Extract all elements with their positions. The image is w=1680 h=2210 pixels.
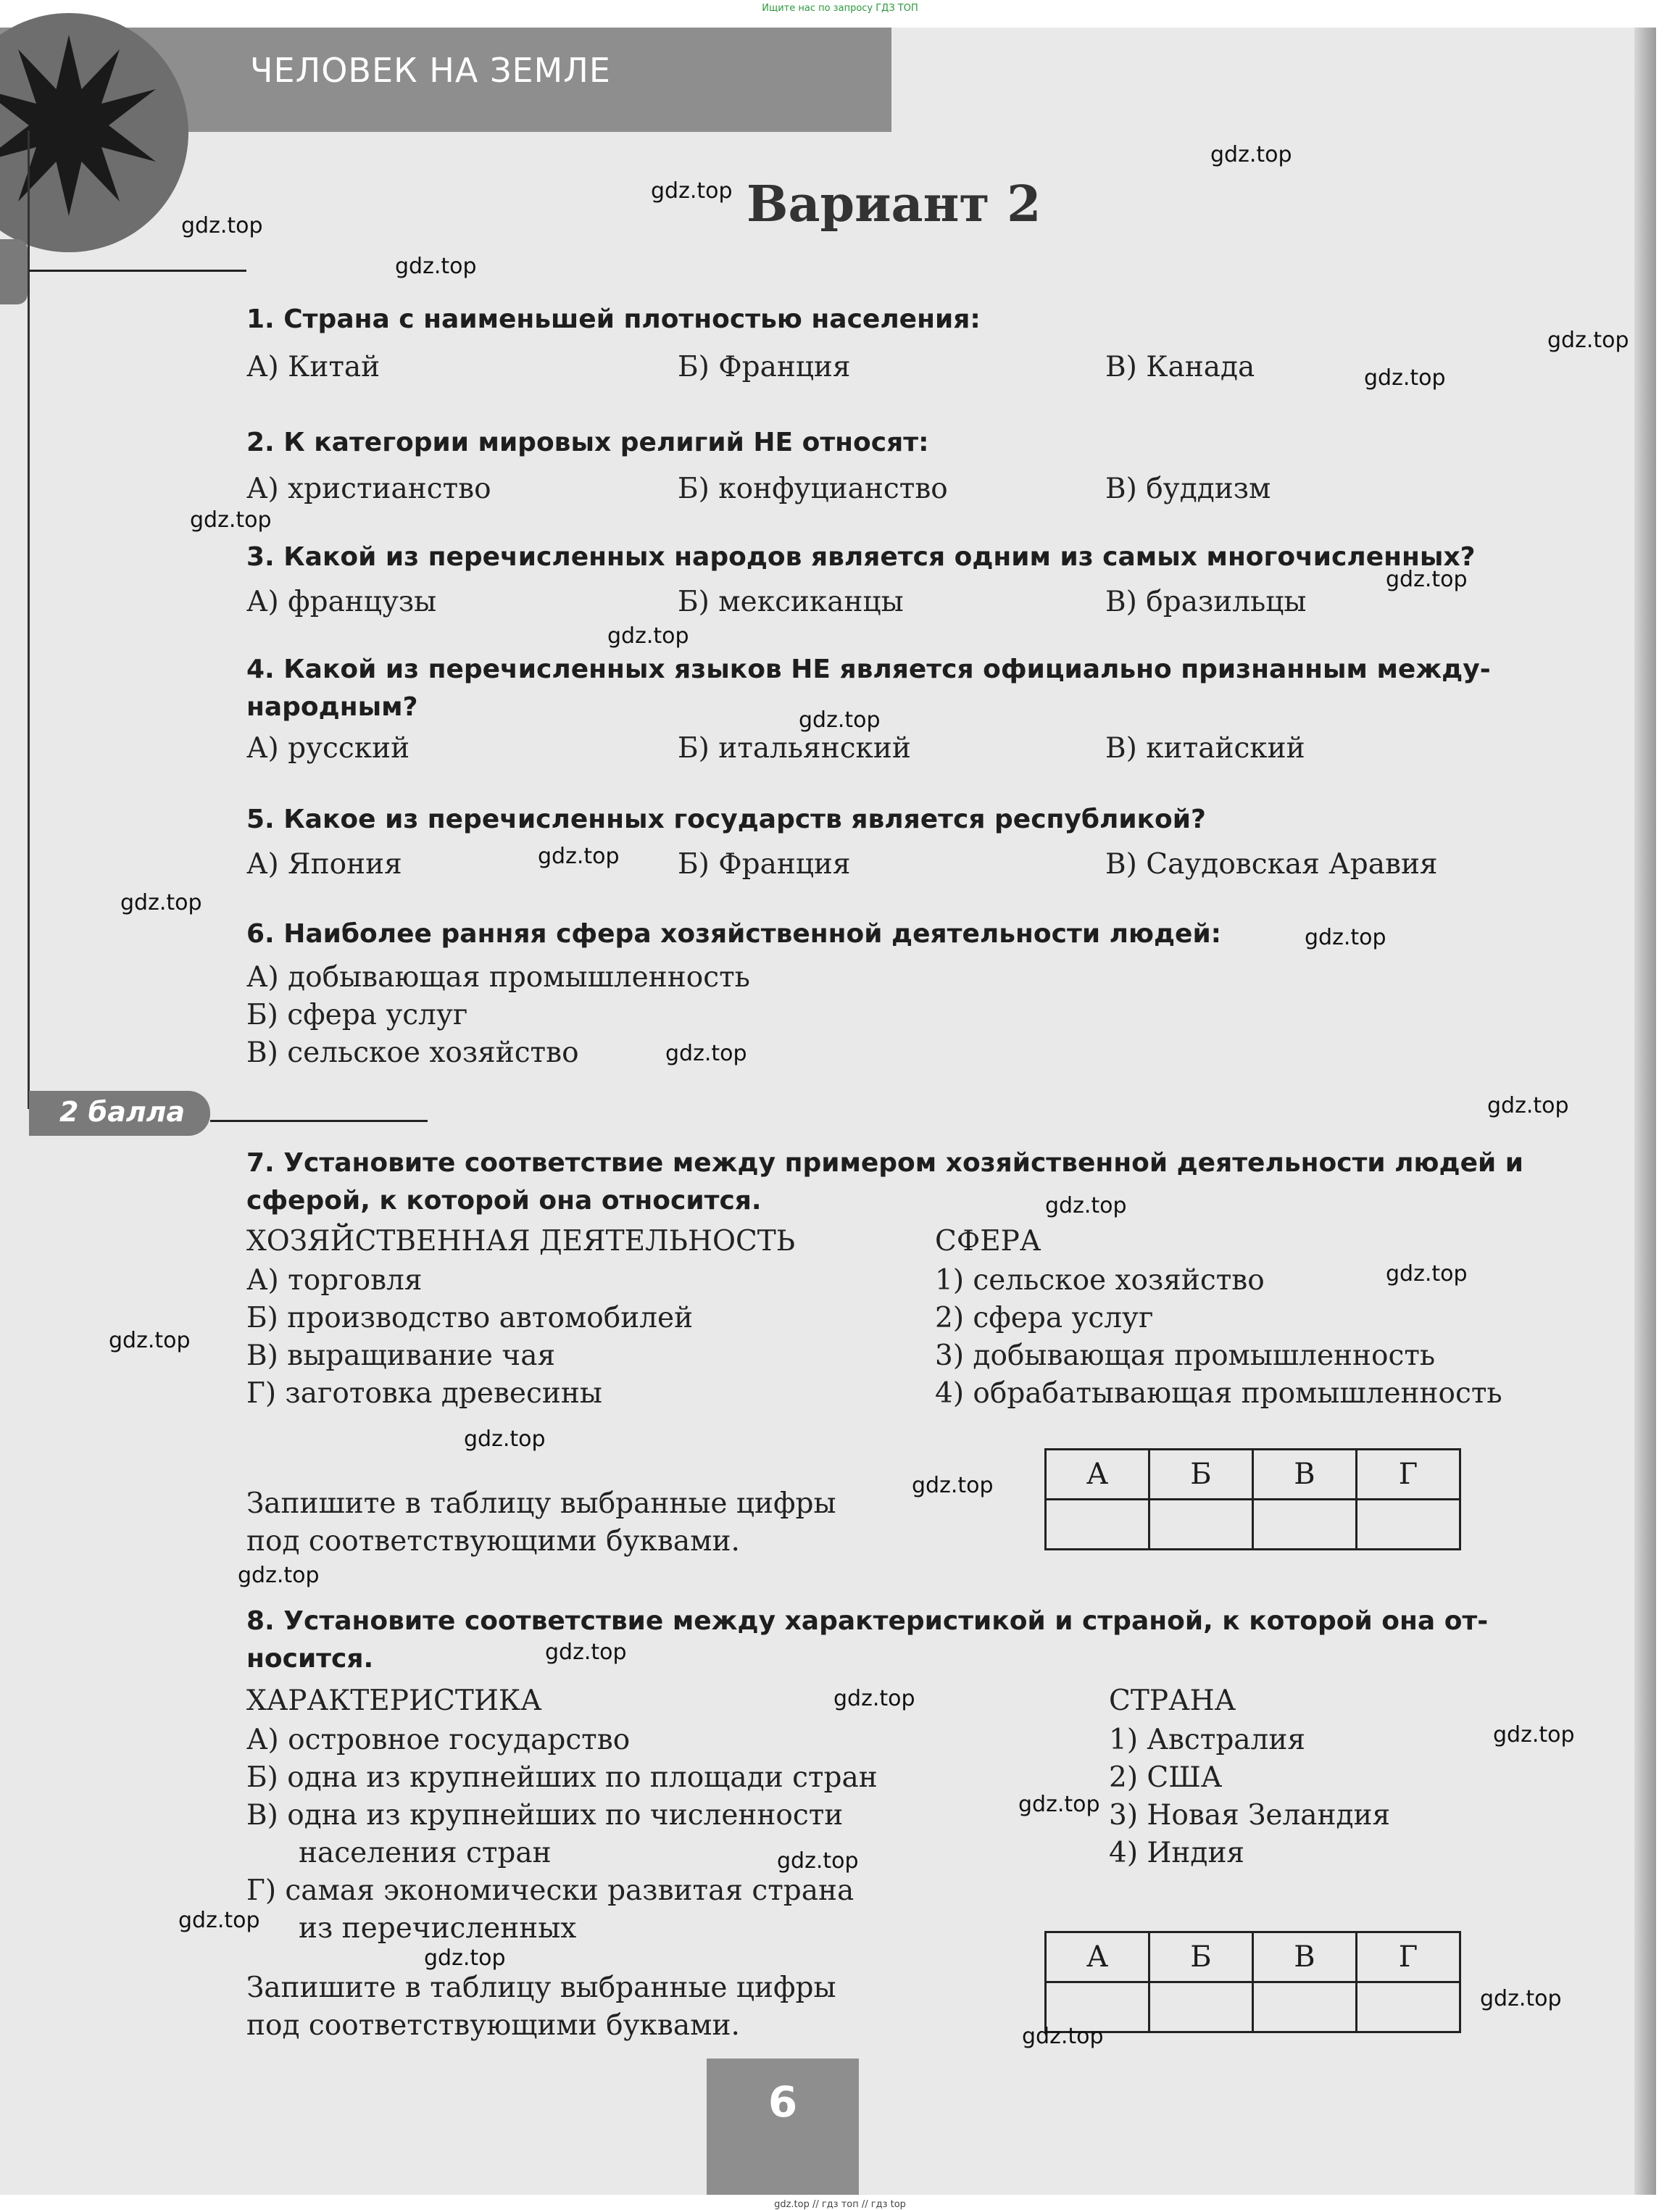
q7-left-item-c: В) выращивание чая	[246, 1339, 556, 1372]
star-icon	[0, 35, 159, 216]
q3-option-b: Б) мексиканцы	[678, 586, 904, 618]
q8-instruction-line1: Запишите в таблицу выбранные цифры	[246, 1972, 836, 2004]
q8-left-item-c-cont: населения стран	[299, 1837, 552, 1869]
watermark: gdz.top	[1364, 365, 1446, 391]
question-2: 2. К категории мировых религий НЕ относят:	[246, 428, 929, 457]
q7-answer-cell-c[interactable]	[1253, 1500, 1357, 1550]
watermark: gdz.top	[424, 1945, 506, 1971]
question-7-line2: сферой, к которой она относится.	[246, 1186, 762, 1216]
q3-option-a: А) французы	[246, 586, 437, 618]
watermark: gdz.top	[464, 1426, 546, 1452]
q7-answer-cell-d[interactable]	[1357, 1500, 1460, 1550]
watermark: gdz.top	[1022, 2024, 1104, 2049]
q7-left-item-a: А) торговля	[246, 1264, 423, 1297]
watermark: gdz.top	[651, 178, 733, 204]
q7-answer-table	[1044, 1448, 1461, 1550]
q7-instruction-line2: под соответствующими буквами.	[246, 1525, 740, 1558]
q8-answer-cell-d[interactable]	[1357, 1982, 1460, 2032]
watermark: gdz.top	[799, 707, 881, 733]
watermark: gdz.top	[1386, 1261, 1468, 1287]
question-7-line1: 7. Установите соответствие между примером хозяйственной деятельности людей и	[246, 1148, 1524, 1178]
q8-right-item-4: 4) Индия	[1109, 1837, 1245, 1869]
header-zigzag	[163, 109, 891, 138]
watermark: gdz.top	[1386, 567, 1468, 592]
q1-option-c: В) Канада	[1105, 351, 1255, 383]
margin-line	[28, 130, 30, 1109]
q1-option-a: А) Китай	[246, 351, 381, 383]
q8-right-header: СТРАНА	[1109, 1684, 1236, 1717]
q8-answer-table	[1044, 1931, 1461, 2033]
divider-line	[29, 270, 246, 272]
q7-table-header-c: В	[1253, 1450, 1357, 1500]
q2-option-b: Б) конфуцианство	[678, 473, 948, 505]
q8-answer-cell-c[interactable]	[1253, 1982, 1357, 2032]
watermark: gdz.top	[120, 890, 202, 915]
q5-option-a: А) Япония	[246, 848, 402, 881]
watermark: gdz.top	[607, 623, 689, 649]
q7-table-header-d: Г	[1357, 1450, 1460, 1500]
watermark: gdz.top	[1210, 142, 1292, 167]
q4-option-b: Б) итальянский	[678, 732, 911, 765]
q8-left-item-d: Г) самая экономически развитая страна	[246, 1874, 854, 1907]
watermark: gdz.top	[1487, 1093, 1569, 1118]
watermark: gdz.top	[1305, 925, 1386, 950]
watermark: gdz.top	[190, 507, 272, 533]
watermark: gdz.top	[109, 1328, 191, 1353]
question-4-line2: народным?	[246, 692, 418, 722]
q7-left-item-b: Б) производство автомобилей	[246, 1302, 694, 1334]
q7-answer-cell-b[interactable]	[1149, 1500, 1253, 1550]
q8-left-header: ХАРАКТЕРИСТИКА	[246, 1684, 542, 1717]
watermark: gdz.top	[1045, 1193, 1127, 1218]
q1-option-b: Б) Франция	[678, 351, 851, 383]
watermark: gdz.top	[178, 1908, 260, 1933]
watermark: gdz.top	[912, 1473, 994, 1498]
q7-right-header: СФЕРА	[935, 1225, 1041, 1258]
q8-right-item-1: 1) Австралия	[1109, 1724, 1305, 1756]
q7-right-item-3: 3) добывающая промышленность	[935, 1339, 1436, 1372]
question-8-line1: 8. Установите соответствие между характеристикой и страной, к которой она от-	[246, 1606, 1489, 1636]
watermark: gdz.top	[395, 254, 477, 279]
question-5: 5. Какое из перечисленных государств является республикой?	[246, 805, 1206, 834]
page-number: 6	[768, 2077, 798, 2127]
q8-table-header-a: А	[1046, 1932, 1149, 1982]
q7-right-item-1: 1) сельское хозяйство	[935, 1264, 1265, 1297]
page-spine	[1634, 28, 1656, 2195]
q7-table-header-a: А	[1046, 1450, 1149, 1500]
watermark: gdz.top	[1493, 1722, 1575, 1748]
score-badge-label: 2 балла	[59, 1096, 186, 1128]
q8-left-item-b: Б) одна из крупнейших по площади стран	[246, 1761, 878, 1794]
section-title: ЧЕЛОВЕК НА ЗЕМЛЕ	[250, 51, 611, 90]
q8-right-item-3: 3) Новая Зеландия	[1109, 1799, 1391, 1832]
watermark: gdz.top	[777, 1848, 859, 1874]
question-8-line2: носится.	[246, 1644, 374, 1674]
q8-table-header-d: Г	[1357, 1932, 1460, 1982]
watermark: gdz.top	[1480, 1986, 1562, 2011]
q6-option-a: А) добывающая промышленность	[246, 961, 750, 994]
variant-title: Вариант 2	[747, 175, 1041, 233]
q7-answer-cell-a[interactable]	[1046, 1500, 1149, 1550]
q7-right-item-2: 2) сфера услуг	[935, 1302, 1154, 1334]
watermark: gdz.top	[665, 1041, 747, 1066]
top-note: Ищите нас по запросу ГДЗ ТОП	[762, 3, 918, 14]
q4-option-a: А) русский	[246, 732, 410, 765]
q7-right-item-4: 4) обрабатывающая промышленность	[935, 1377, 1502, 1410]
q2-option-c: В) буддизм	[1105, 473, 1271, 505]
q8-left-item-c: В) одна из крупнейших по численности	[246, 1799, 844, 1832]
q8-answer-cell-b[interactable]	[1149, 1982, 1253, 2032]
q8-right-item-2: 2) США	[1109, 1761, 1223, 1794]
q7-left-header: ХОЗЯЙСТВЕННАЯ ДЕЯТЕЛЬНОСТЬ	[246, 1225, 796, 1258]
score-divider	[210, 1120, 428, 1122]
question-3: 3. Какой из перечисленных народов является одним из самых многочисленных?	[246, 542, 1476, 572]
question-1: 1. Страна с наименьшей плотностью населения:	[246, 304, 981, 334]
q8-table-header-b: Б	[1149, 1932, 1253, 1982]
q7-table-header-b: Б	[1149, 1450, 1253, 1500]
q5-option-b: Б) Франция	[678, 848, 851, 881]
question-6: 6. Наиболее ранняя сфера хозяйственной деятельности людей:	[246, 919, 1222, 949]
bottom-note: gdz.top // гдз топ // гдз top	[774, 2199, 906, 2210]
q8-left-item-d-cont: из перечисленных	[299, 1912, 577, 1945]
watermark: gdz.top	[1018, 1792, 1100, 1817]
q3-option-c: В) бразильцы	[1105, 586, 1307, 618]
q8-instruction-line2: под соответствующими буквами.	[246, 2009, 740, 2042]
q8-left-item-a: А) островное государство	[246, 1724, 631, 1756]
left-tab	[0, 239, 28, 304]
watermark: gdz.top	[538, 844, 620, 869]
q2-option-a: А) христианство	[246, 473, 491, 505]
watermark: gdz.top	[238, 1563, 320, 1588]
q7-left-item-d: Г) заготовка древесины	[246, 1377, 602, 1410]
q6-option-b: Б) сфера услуг	[246, 999, 468, 1031]
q5-option-c: В) Саудовская Аравия	[1105, 848, 1438, 881]
q4-option-c: В) китайский	[1105, 732, 1305, 765]
watermark: gdz.top	[545, 1640, 627, 1665]
q7-instruction-line1: Запишите в таблицу выбранные цифры	[246, 1487, 836, 1520]
watermark: gdz.top	[1547, 328, 1629, 353]
watermark: gdz.top	[833, 1686, 915, 1711]
q6-option-c: В) сельское хозяйство	[246, 1037, 579, 1069]
q8-table-header-c: В	[1253, 1932, 1357, 1982]
watermark: gdz.top	[181, 213, 263, 238]
question-4-line1: 4. Какой из перечисленных языков НЕ является официально признанным между-	[246, 655, 1491, 684]
